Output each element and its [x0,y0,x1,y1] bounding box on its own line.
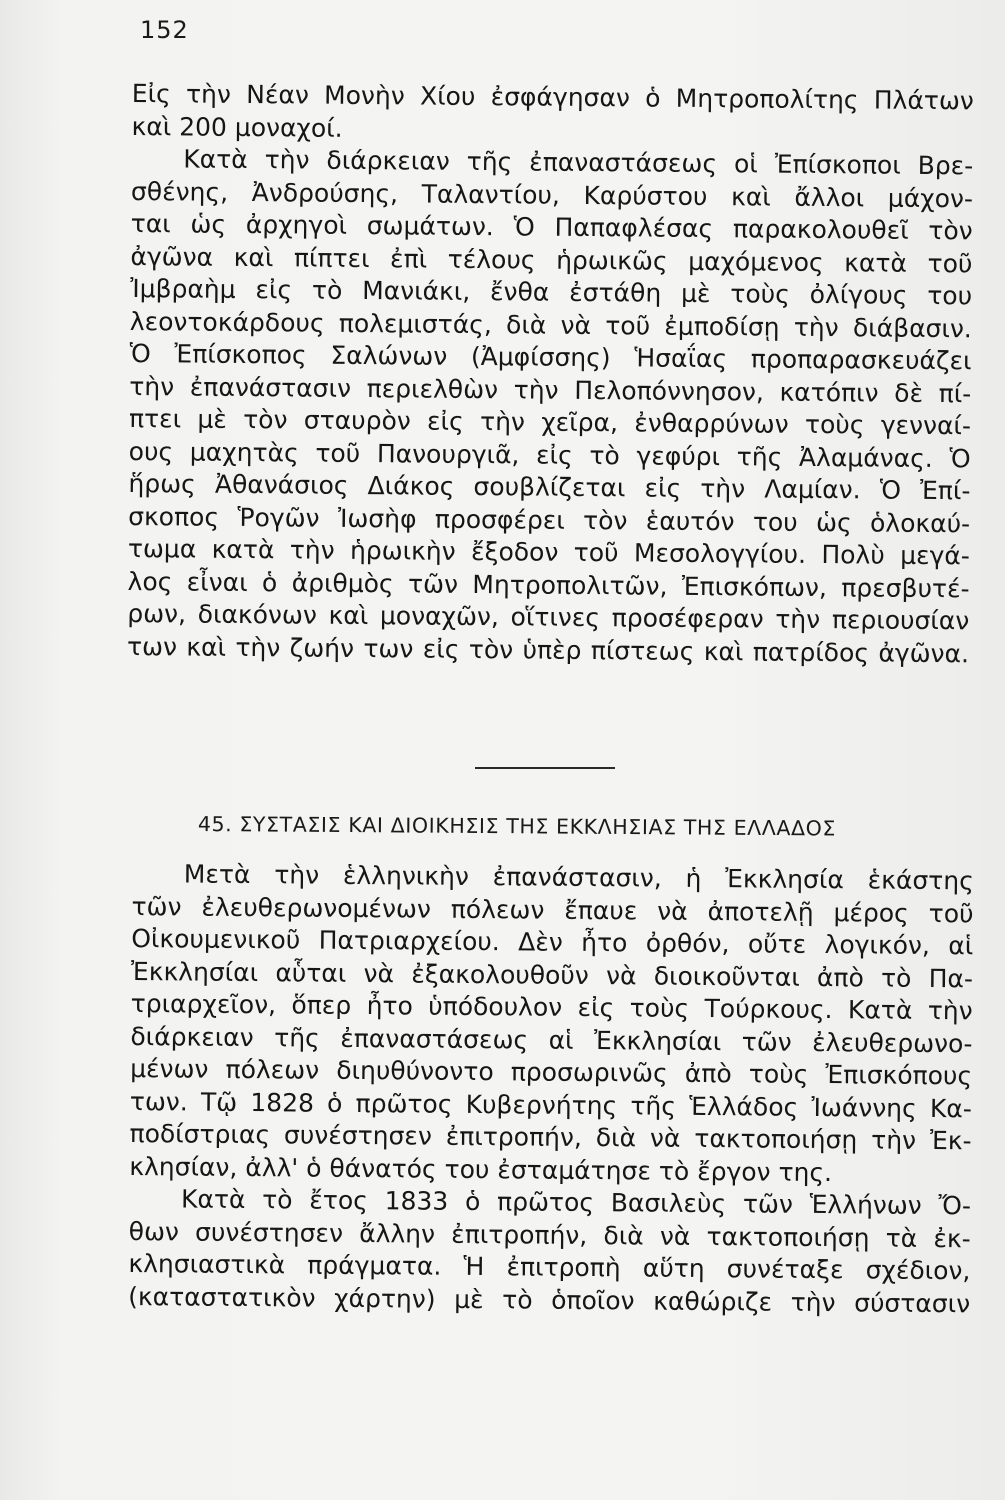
text-line: ται ὡς ἀρχηγοὶ σωμάτων. Ὁ Παπαφλέσας παρακολουθεῖ τὸν [130,208,973,246]
text-line: Οἰκουμενικοῦ Πατριαρχείου. Δὲν ἦτο ὀρθόν, οὔτε λογικόν, αἱ [131,923,974,961]
body-text-top [127,78,974,670]
text-line: λος εἶναι ὁ ἀριθμὸς τῶν Μητροπολιτῶν, Ἐπισκόπων, πρεσβυτέ- [127,566,970,603]
text-line: ποδίστριας συνέστησεν ἐπιτροπήν, διὰ νὰ τακτοποιήσῃ τὴν Ἐκ- [129,1118,972,1156]
text-line: Ἰμβραὴμ εἰς τὸ Μανιάκι, ἔνθα ἐστάθη μὲ τοὺς ὀλίγους του [130,273,973,311]
text-line: λεοντοκάρδους πολεμιστάς, διὰ νὰ τοῦ ἐμποδίσῃ τὴν διάβασιν. [129,306,972,343]
text-line: τῶν ἐλευθερωνομένων πόλεων ἔπαυε νὰ ἀποτελῇ μέρος τοῦ [131,891,974,928]
text-line: μένων πόλεων διηυθύνοντο προσωρινῶς ἀπὸ τοὺς Ἐπισκόπους [130,1053,973,1091]
text-line: (καταστατικὸν χάρτην) μὲ τὸ ὁποῖον καθώριζε τὴν σύστασιν [128,1281,971,1318]
text-line: τριαρχεῖον, ὅπερ ἦτο ὑπόδουλον εἰς τοὺς Τούρκους. Κατὰ τὴν [130,988,973,1026]
text-line: κλησιαστικὰ πράγματα. Ἡ ἐπιτροπὴ αὕτη συνέταξε σχέδιον, [128,1248,971,1286]
text-line: Εἰς τὴν Νέαν Μονὴν Χίου ἐσφάγησαν ὁ Μητροπολίτης Πλάτων [131,78,974,116]
text-line: καὶ 200 μοναχοί. [131,111,343,143]
text-line: ἀγῶνα καὶ πίπτει ἐπὶ τέλους ἡρωικῶς μαχόμενος κατὰ τοῦ [130,241,973,278]
text-line: σθένης, Ἀνδρούσης, Ταλαντίου, Καρύστου καὶ ἄλλοι μάχον- [130,176,974,213]
text-line: Κατὰ τὸ ἔτος 1833 ὁ πρῶτος Βασιλεὺς τῶν Ἑλλήνων Ὄ- [180,1184,972,1221]
text-line: Ὁ Ἐπίσκοπος Σαλώνων (Ἀμφίσσης) Ἡσαΐας προπαρασκευάζει [129,338,972,376]
text-line: Κατὰ τὴν διάρκειαν τῆς ἐπαναστάσεως οἱ Ἐπίσκοποι Βρε- [183,144,974,181]
text-line: θων συνέστησεν ἄλλην ἐπιτροπήν, διὰ νὰ τακτοποιήσῃ τὰ ἐκ- [128,1216,971,1253]
section-divider [475,767,615,769]
text-line: των. Τῷ 1828 ὁ πρῶτος Κυβερνήτης τῆς Ἑλλάδος Ἰωάννης Κα- [129,1086,972,1123]
text-line: τὴν ἐπανάστασιν περιελθὼν τὴν Πελοπόννησον, κατόπιν δὲ πί- [129,371,972,408]
text-line: ἥρως Ἀθανάσιος Διάκος σουβλίζεται εἰς τὴν Λαμίαν. Ὁ Ἐπί- [128,468,971,506]
text-line: τωμα κατὰ τὴν ἡρωικὴν ἔξοδον τοῦ Μεσολογγίου. Πολὺ μεγά- [127,533,970,571]
section-heading: 45. ΣΥΣΤΑΣΙΣ ΚΑΙ ΔΙΟΙΚΗΣΙΣ ΤΗΣ ΕΚΚΛΗΣΙΑΣ ΤΗΣ ΕΛΛΑΔΟΣ [197,812,837,841]
text-line: πτει μὲ τὸν σταυρὸν εἰς τὴν χεῖρα, ἐνθαρρύνων τοὺς γενναί- [128,403,972,441]
body-text-bottom [128,858,974,1320]
text-line: σκοπος Ῥογῶν Ἰωσὴφ προσφέρει τὸν ἑαυτόν του ὡς ὁλοκαύ- [128,501,971,538]
text-line: των καὶ τὴν ζωήν των εἰς τὸν ὑπὲρ πίστεως καὶ πατρίδος ἀγῶνα. [126,631,970,668]
text-line: ους μαχητὰς τοῦ Πανουργιᾶ, εἰς τὸ γεφύρι τῆς Ἀλαμάνας. Ὁ [128,436,971,473]
text-line: κλησίαν, ἀλλ' ὁ θάνατός του ἐσταμάτησε τὸ ἔργον της. [129,1151,833,1187]
text-line: ρων, διακόνων καὶ μοναχῶν, οἵτινες προσέφεραν τὴν περιουσίαν [127,598,970,636]
page-number: 152 [140,16,189,44]
text-line: διάρκειαν τῆς ἐπαναστάσεως αἱ Ἐκκλησίαι τῶν ἐλευθερωνο- [130,1021,973,1058]
text-line: Ἐκκλησίαι αὗται νὰ ἐξακολουθοῦν νὰ διοικοῦνται ἀπὸ τὸ Πα- [130,956,974,993]
text-line: Μετὰ τὴν ἑλληνικὴν ἐπανάστασιν, ἡ Ἐκκλησία ἑκάστης [183,859,974,896]
